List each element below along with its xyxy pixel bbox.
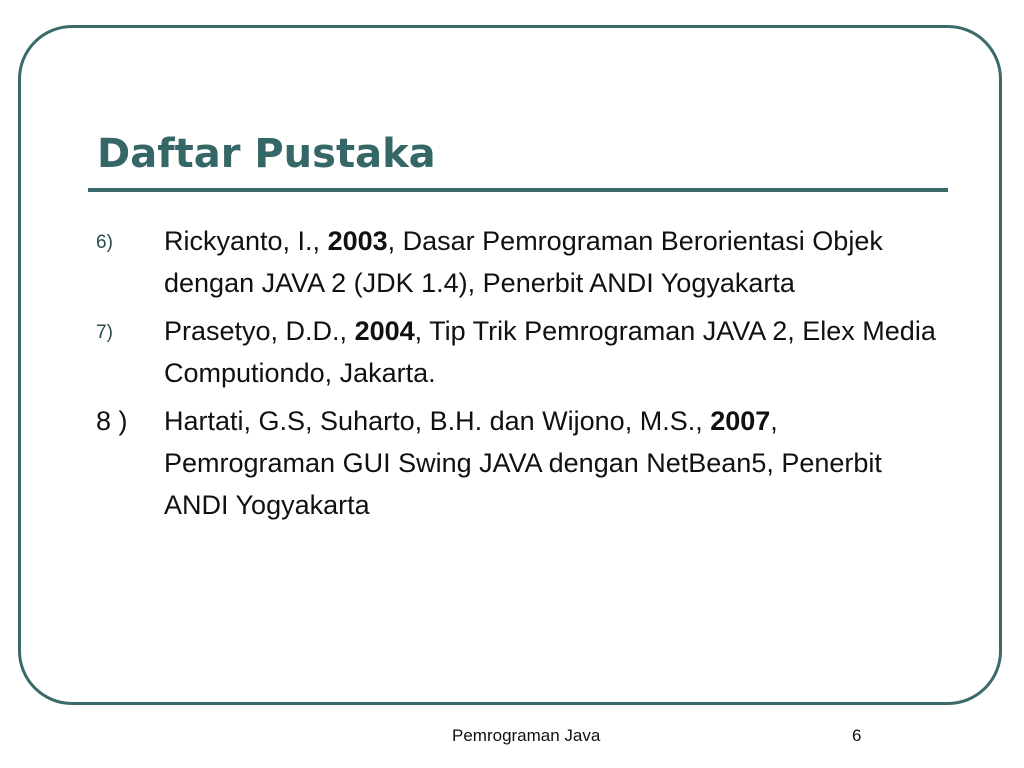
reference-details: , Pemrograman GUI Swing JAVA dengan NetBean5, Penerbit ANDI Yogyakarta xyxy=(164,406,882,520)
title-divider xyxy=(88,188,948,192)
reference-details: , Dasar Pemrograman Berorientasi Objek dengan JAVA 2 (JDK 1.4), Penerbit ANDI Yogyakarta xyxy=(164,226,883,298)
reference-year: 2007 xyxy=(710,406,771,436)
footer-title: Pemrograman Java xyxy=(452,726,601,745)
reference-author: Rickyanto, I., xyxy=(164,226,328,256)
reference-number: 8 ) xyxy=(96,406,128,436)
reference-author: Prasetyo, D.D., xyxy=(164,316,355,346)
reference-year: 2004 xyxy=(354,316,415,346)
reference-list xyxy=(96,220,936,532)
reference-author: Hartati, G.S, Suharto, B.H. dan Wijono, M.S., xyxy=(164,406,711,436)
reference-year: 2003 xyxy=(327,226,388,256)
reference-text xyxy=(164,226,883,298)
reference-item xyxy=(96,310,936,394)
reference-details: , Tip Trik Pemrograman JAVA 2, Elex Media Computiondo, Jakarta. xyxy=(164,316,936,388)
page-number: 6 xyxy=(852,726,862,745)
reference-text xyxy=(164,316,936,388)
reference-item xyxy=(96,220,936,304)
reference-item xyxy=(96,400,936,526)
slide-title: Daftar Pustaka xyxy=(97,131,436,177)
reference-number: 6) xyxy=(96,232,113,253)
reference-number: 7) xyxy=(96,322,113,343)
reference-text xyxy=(164,406,882,520)
